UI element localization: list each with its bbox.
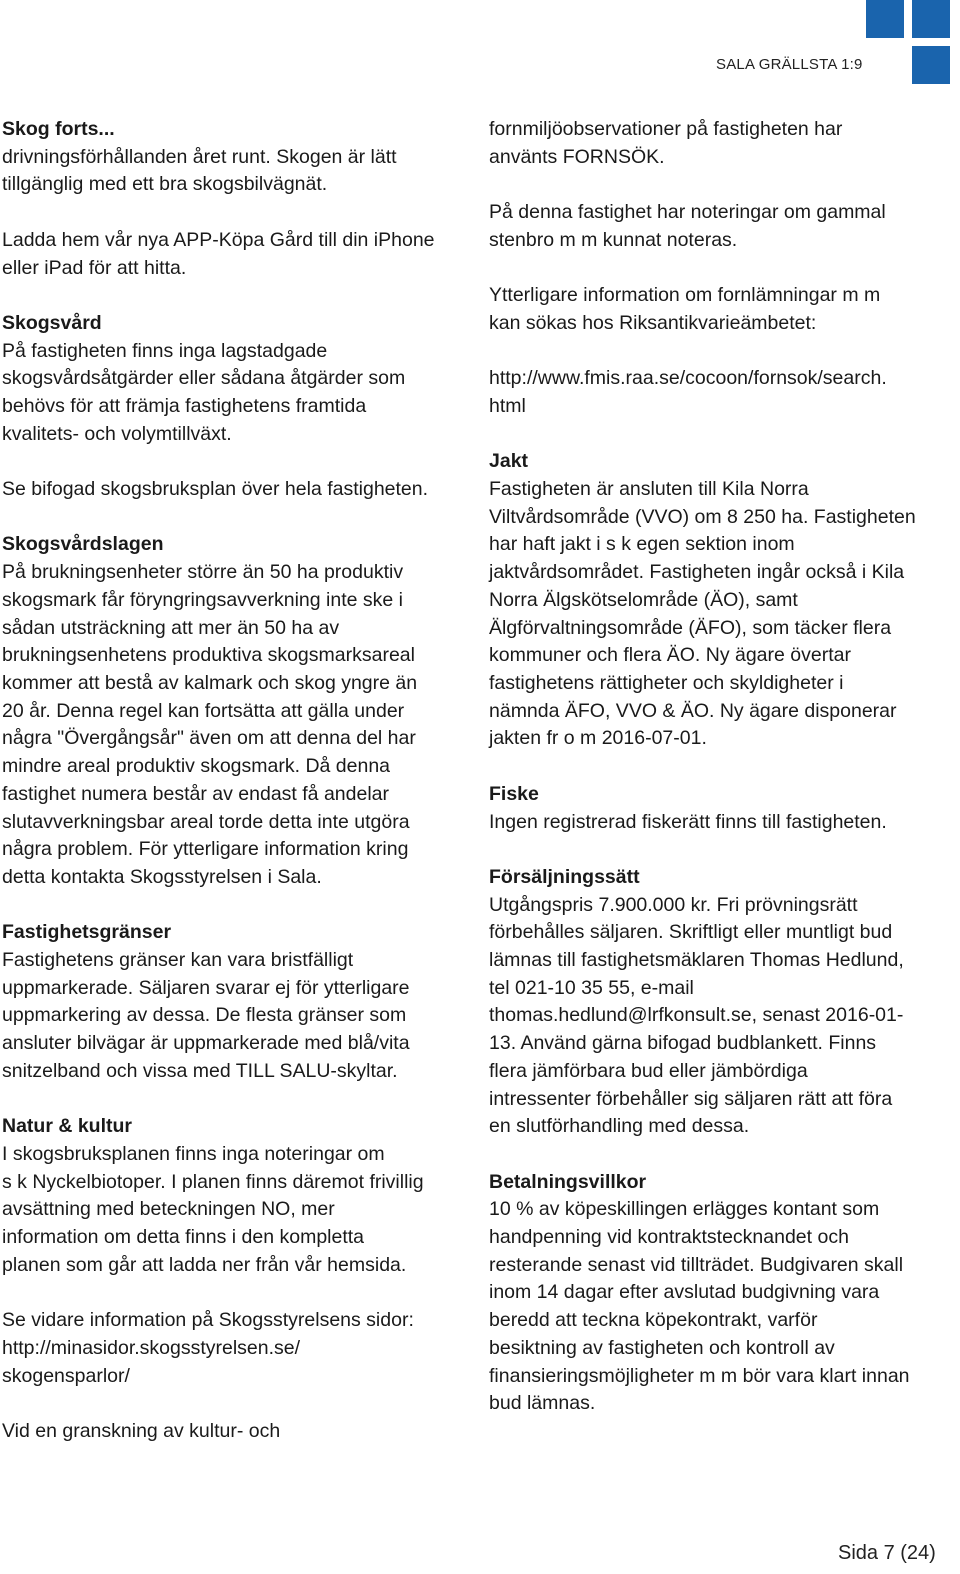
page-number: Sida 7 (24) bbox=[838, 1542, 936, 1564]
paragraph-skogsvard-1: På fastigheten finns inga lagstadgade skogsvårdsåtgärder eller sådana åtgärder som behövs för att främja fastighetens framtida kvalitets- och volymtillväxt. bbox=[2, 339, 406, 445]
paragraph-natur-2: Se vidare information på Skogsstyrelsens sidor: http://minasidor.skogsstyrelsen.se/ skogensparlor/ bbox=[2, 1309, 414, 1387]
paragraph-skog-2: Ladda hem vår nya APP-Köpa Gård till din iPhone eller iPad för att hitta. bbox=[2, 228, 435, 279]
section-heading-skog: Skog forts... bbox=[2, 118, 115, 140]
paragraph-skogsvard-2: Se bifogad skogsbruksplan över hela fastigheten. bbox=[2, 478, 429, 501]
paragraph-natur-3: Vid en granskning av kultur- och bbox=[2, 1419, 281, 1442]
paragraph-jakt-1: Fastigheten är ansluten till Kila Norra Viltvårdsområde (VVO) om 8 250 ha. Fastigheten har haft jakt i s k egen sektion inom jaktvårdsområdet. Fastigheten ingår också i Kila Norra Älgskötselområde (ÄO), samt Älgförvaltningsområde (ÄFO), som täcker flera kommuner och flera ÄO. Ny ägare övertar fastighetens rättigheter och skyldigheter i nämnda ÄFO, VVO & ÄO. Ny ägare disponerar jakten fr o m 2016-07-01. bbox=[489, 478, 916, 750]
right-column bbox=[489, 116, 951, 1418]
paragraph-raa-info: Ytterligare information om fornlämningar m m kan sökas hos Riksantikvarieämbetet: bbox=[489, 284, 881, 334]
logo-square-bottom-right bbox=[912, 46, 950, 84]
paragraph-fornsok-1: fornmiljöobservationer på fastigheten har använts FORNSÖK. bbox=[489, 118, 843, 168]
paragraph-betalningsvillkor-1: 10 % av köpeskillingen erlägges kontant som handpenning vid kontraktstecknandet och resterande senast vid tillträdet. Budgivaren skall inom 14 dagar efter avslutad budgivning vara beredd att teckna köpekontrakt, varför besiktning av fastigheten och kontroll av finansieringsmöjligheter m m bör vara klart innan bud lämnas. bbox=[489, 1198, 910, 1415]
paragraph-skog-1: drivningsförhållanden året runt. Skogen är lätt tillgänglig med ett bra skogsbilvägnät. bbox=[2, 145, 397, 196]
paragraph-skogsvardslagen-1: På brukningsenheter större än 50 ha produktiv skogsmark får föryngringsavverkning inte ske i sådan utsträckning att mer än 50 ha av brukningsenhetens produktiva skogsmarksareal kommer att bestå av kalmark och skog yngre än 20 år. Denna regel kan fortsätta att gälla under några "Övergångsår" även om att denna del har mindre areal produktiv skogsmark. Då denna fastighet numera består av endast få andelar slutavverkningsbar areal torde detta inte utgöra några problem. För ytterligare information kring detta kontakta Skogsstyrelsen i Sala. bbox=[2, 561, 418, 888]
logo-square-top-left bbox=[866, 0, 904, 38]
section-heading-skogsvardslagen: Skogsvårdslagen bbox=[2, 533, 164, 556]
section-heading-fiske: Fiske bbox=[489, 782, 539, 805]
section-heading-jakt: Jakt bbox=[489, 450, 529, 473]
brand-logo bbox=[864, 0, 952, 88]
left-column bbox=[2, 116, 474, 1446]
fmis-url-text: http://www.fmis.raa.se/cocoon/fornsok/search. html bbox=[489, 367, 887, 417]
section-heading-natur-kultur: Natur & kultur bbox=[2, 1115, 133, 1138]
paragraph-forsaljningssatt-1: Utgångspris 7.900.000 kr. Fri prövningsrätt förbehålles säljaren. Skriftligt eller muntligt bud lämnas till fastighetsmäklaren Thomas Hedlund, tel 021-10 35 55, e-mail thomas.hedlund@lrfkonsult.se, senast 2016-01- 13. Använd gärna bifogad budblankett. Finns flera jämförbara bud eller jämbördiga intressenter förbehåller sig säljaren rätt att föra en slutförhandling med dessa. bbox=[489, 893, 904, 1138]
section-heading-fastighetsgranser: Fastighetsgränser bbox=[2, 921, 172, 944]
paragraph-natur-1: I skogsbruksplanen finns inga noteringar om s k Nyckelbiotoper. I planen finns däremot frivillig avsättning med beteckningen NO, mer information om detta finns i den kompletta planen som går att ladda ner från vår hemsida. bbox=[2, 1142, 424, 1276]
section-heading-betalningsvillkor: Betalningsvillkor bbox=[489, 1170, 647, 1193]
paragraph-fastighetsgranser-1: Fastighetens gränser kan vara bristfälligt uppmarkerade. Säljaren svarar ej för ytterligare uppmarkering av dessa. De flesta gränser som ansluter bilvägar är uppmarkerade med blå/vita snitzelband och vissa med TILL SALU-skyltar. bbox=[2, 949, 410, 1082]
paragraph-stenbro: På denna fastighet har noteringar om gammal stenbro m m kunnat noteras. bbox=[489, 201, 886, 251]
paragraph-fiske-1: Ingen registrerad fiskerätt finns till fastigheten. bbox=[489, 810, 887, 833]
property-header-label: SALA GRÄLLSTA 1:9 bbox=[716, 56, 863, 73]
section-heading-skogsvard: Skogsvård bbox=[2, 311, 102, 334]
logo-square-top-right bbox=[912, 0, 950, 38]
section-heading-forsaljningssatt: Försäljningssätt bbox=[489, 865, 640, 888]
